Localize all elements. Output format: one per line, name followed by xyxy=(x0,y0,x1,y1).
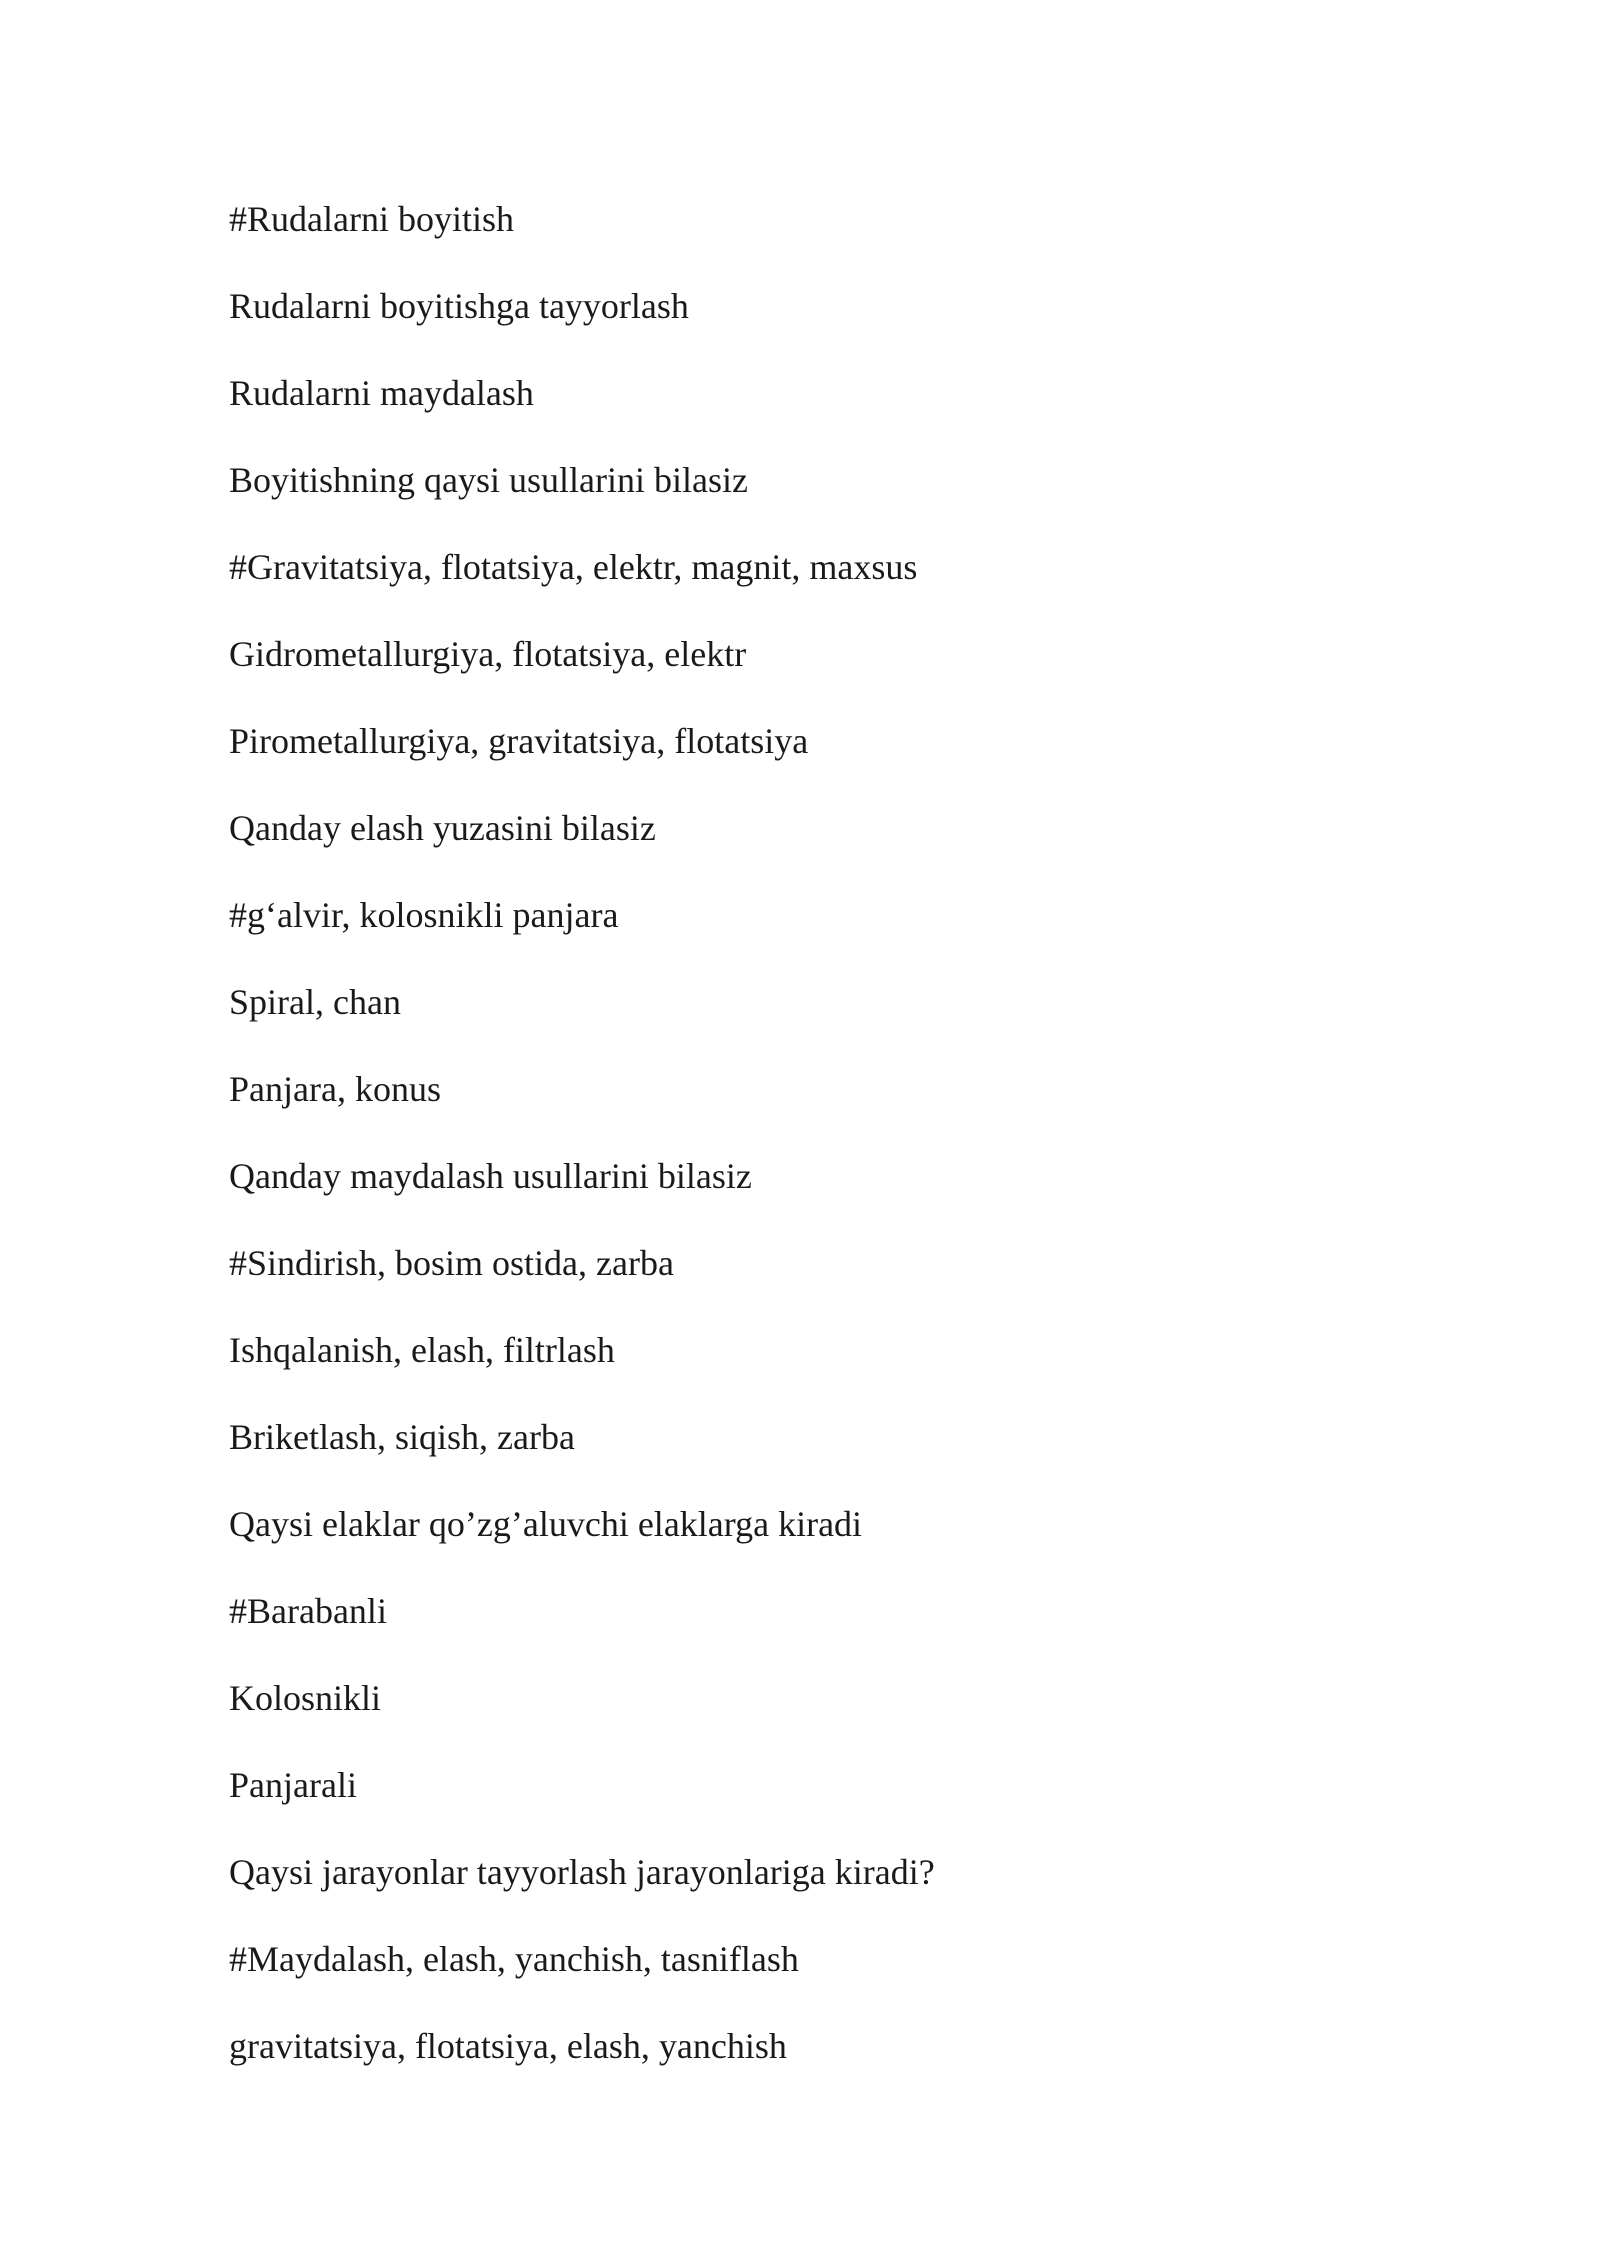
text-line: #Rudalarni boyitish xyxy=(229,199,514,239)
text-line: Qaysi jarayonlar tayyorlash jarayonlariga kiradi? xyxy=(229,1852,935,1892)
text-line: Qaysi elaklar qo’zg’aluvchi elaklarga kiradi xyxy=(229,1504,863,1544)
text-line: #Barabanli xyxy=(229,1591,387,1631)
text-line: Ishqalanish, elash, filtrlash xyxy=(229,1330,615,1370)
text-line: Rudalarni maydalash xyxy=(229,373,534,413)
text-line: Rudalarni boyitishga tayyorlash xyxy=(229,286,689,326)
text-line: Spiral, chan xyxy=(229,982,401,1022)
text-line: Pirometallurgiya, gravitatsiya, flotatsiya xyxy=(229,721,809,761)
text-line: Gidrometallurgiya, flotatsiya, elektr xyxy=(229,634,747,674)
text-line: #g‘alvir, kolosnikli panjara xyxy=(229,895,619,935)
text-line: Qanday maydalash usullarini bilasiz xyxy=(229,1156,752,1196)
text-line: gravitatsiya, flotatsiya, elash, yanchish xyxy=(229,2026,787,2066)
text-line: Qanday elash yuzasini bilasiz xyxy=(229,808,656,848)
text-lines xyxy=(229,193,1429,2107)
text-line: Kolosnikli xyxy=(229,1678,382,1718)
text-line: #Sindirish, bosim ostida, zarba xyxy=(229,1243,674,1283)
text-line: Panjara, konus xyxy=(229,1069,441,1109)
text-line: Boyitishning qaysi usullarini bilasiz xyxy=(229,460,748,500)
text-line: #Maydalash, elash, yanchish, tasniflash xyxy=(229,1939,799,1979)
text-line: Panjarali xyxy=(229,1765,357,1805)
text-line: Briketlash, siqish, zarba xyxy=(229,1417,575,1457)
text-line: #Gravitatsiya, flotatsiya, elektr, magnit, maxsus xyxy=(229,547,918,587)
